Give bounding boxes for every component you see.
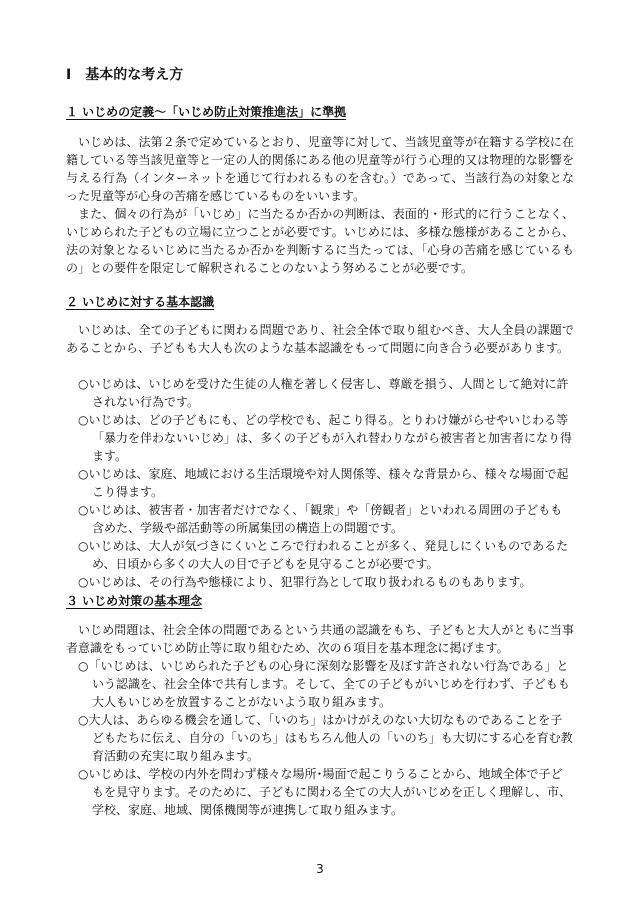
paragraph: いじめは、法第２条で定めているとおり、児童等に対して、当該児童等が在籍する学校に在籍している等当該児童等と一定の人的関係にある他の児童等が行う心理的又は物理的な影響を与える行為（インターネットを通じて行われるものを含む。）であって、当該行為の対象となった児童等が心身の苦痛を感じているものをいいます。 — [66, 135, 574, 203]
list-item: ○いじめは、大人が気づきにくいところで行われることが多く、発見しにくいものであるため、日頃から多くの大人の目で子どもを見守ることが必要です。 — [78, 539, 569, 571]
section-1-body — [66, 133, 574, 277]
section-3-intro — [66, 621, 574, 657]
list-item: ○いじめは、学校の内外を問わず様々な場所･場面で起こりうることから、地域全体で子どもを見守ります。そのために、子どもに関わる全ての大人がいじめを正しく理解し、市、学校、家庭、地域、関係機関等が連携して取り組みます。 — [78, 767, 572, 817]
list-item: ○大人は、あらゆる機会を通して、「いのち」はかけがえのない大切なものであることを子どもたちに伝え、自分の「いのち」はもちろん他人の「いのち」も大切にする心を育む教育活動の充実に取り組みます。 — [78, 713, 573, 763]
section-2-intro — [66, 321, 574, 357]
list-item: ○「いじめは、いじめられた子どもの心身に深刻な影響を及ぼす許されない行為である」という認識を、社会全体で共有します。そして、全ての子どもがいじめを行わず、子どもも大人もいじめを放置することがないよう取り組みます。 — [78, 659, 570, 709]
section-heading-2: ２ いじめに対する基本認識 — [66, 295, 215, 309]
paragraph: また、個々の行為が「いじめ」に当たるか否かの判断は、表面的・形式的に行うことなく、いじめられた子どもの立場に立つことが必要です。いじめには、多様な態様があることから、法の対象となるいじめに当たるか否かを判断するに当たっては、「心身の苦痛を感じているもの」との要件を限定して解釈されることのないよう努めることが必要です。 — [66, 207, 574, 275]
list-item: ○いじめは、被害者・加害者だけでなく、「観衆」や「傍観者」といわれる周囲の子どもも含めた、学級や部活動等の所属集団の構造上の問題です。 — [78, 503, 563, 535]
section-heading-1: １ いじめの定義～「いじめ防止対策推進法」に準拠 — [66, 105, 347, 119]
list-item: ○いじめは、家庭、地域における生活環境や対人関係等、様々な背景から、様々な場面で起こり得ます。 — [78, 467, 569, 499]
paragraph: いじめ問題は、社会全体の問題であるという共通の認識をもち、子どもと大人がともに当事者意識をもっていじめ防止等に取り組むため、次の６項目を基本理念に掲げます。 — [66, 623, 574, 655]
chapter-title: Ⅰ 基本的な考え方 — [66, 67, 184, 83]
list-item: ○いじめは、どの子どもにも、どの学校でも、起こり得る。とりわけ嫌がらせやいじわる等「暴力を伴わないいじめ」は、多くの子どもが入れ替わりながら被害者と加害者になり得ます。 — [78, 413, 573, 463]
list-item: ○いじめは、いじめを受けた生徒の人権を著しく侵害し、尊厳を損う、人間として絶対に許されない行為です。 — [78, 377, 569, 409]
section-2-list — [66, 375, 574, 591]
list-item: ○いじめは、その行為や態様により、犯罪行為として取り扱われるものもあります。 — [78, 575, 532, 589]
section-heading-3: ３ いじめ対策の基本理念 — [66, 594, 203, 608]
page-number: 3 — [316, 862, 324, 876]
paragraph: いじめは、全ての子どもに関わる問題であり、社会全体で取り組むべき、大人全員の課題であることから、子どもも大人も次のような基本認識をもって問題に向き合う必要があります。 — [66, 323, 574, 355]
section-3-list — [66, 657, 574, 819]
